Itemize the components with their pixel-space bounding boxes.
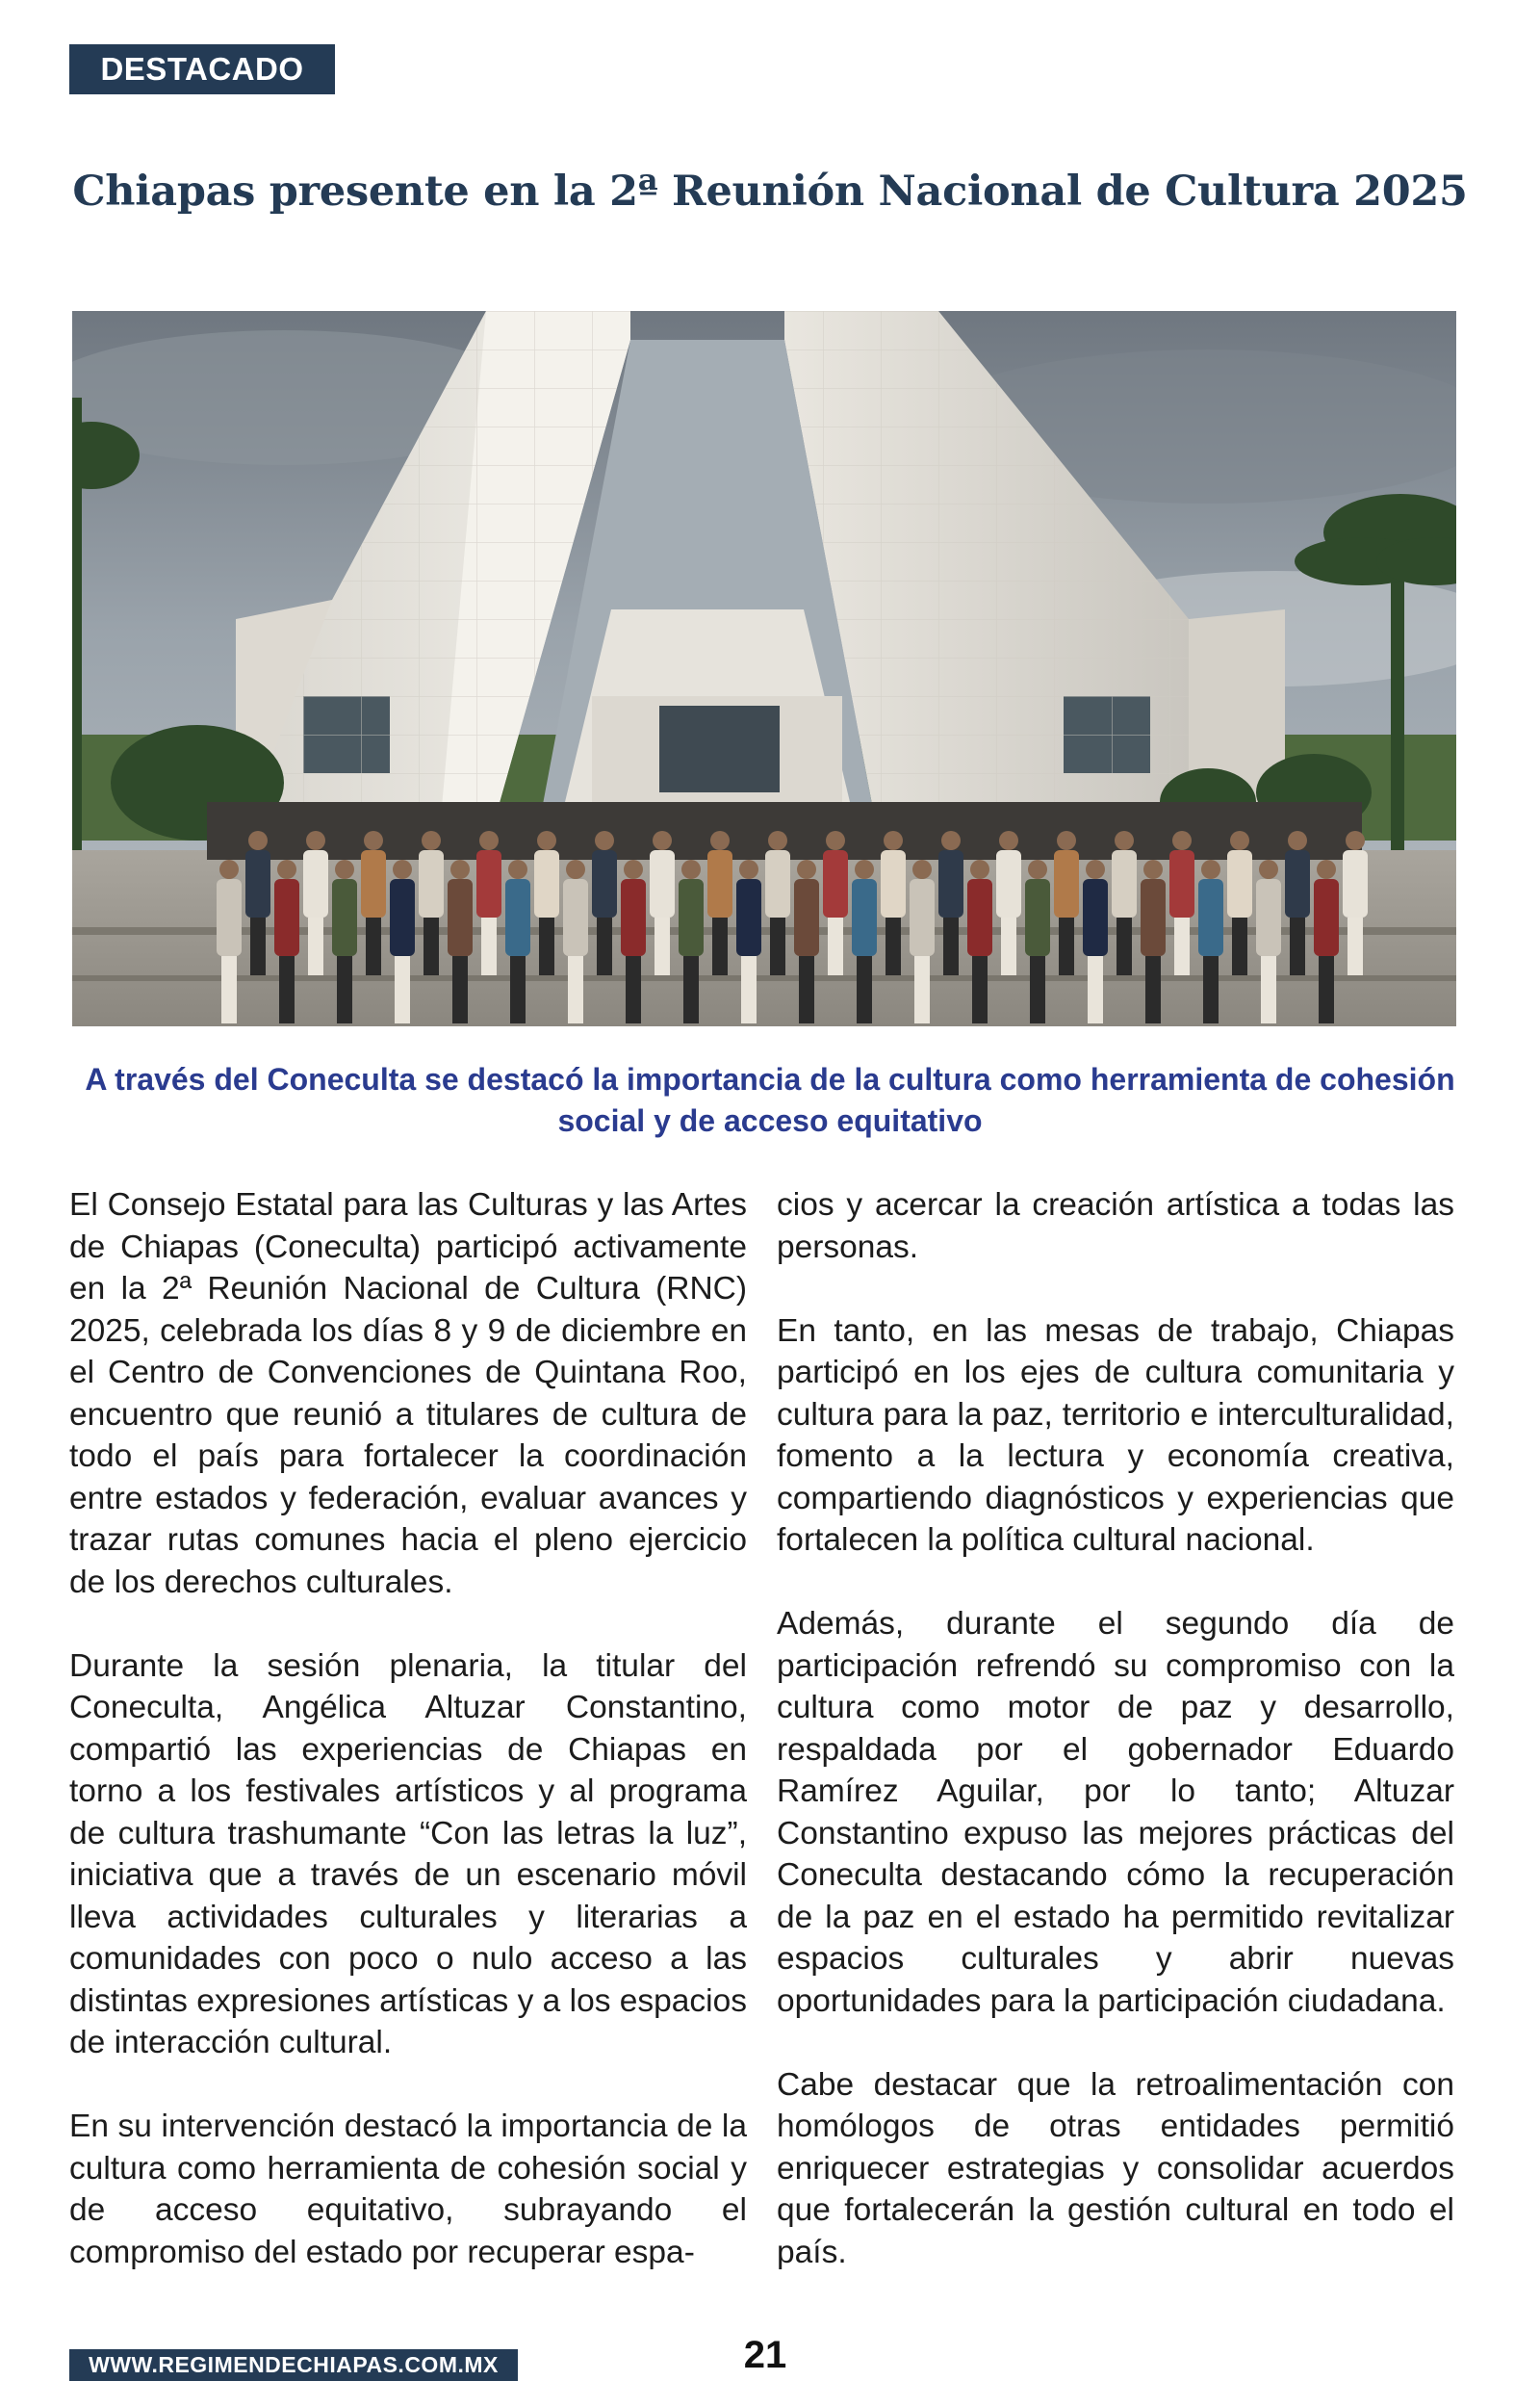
paragraph: Durante la sesión plenaria, la titular del Coneculta, Angélica Altuzar Constantino, compartió las experiencias de Chiapas en torno a los festivales artísticos y al programa de cultura trashumante “Con las letras la luz”, iniciativa que a través de un escenario móvil lleva actividades culturales y literarias a comunidades con poco o nulo acceso a las distintas expresiones artísticas y a los espacios de interacción cultural. — [69, 1647, 747, 2060]
paragraph: En su intervención destacó la importancia de la cultura como herramienta de cohesión social y de acceso equitativo, subrayando el compromiso del estado por recuperar espa- — [69, 2109, 747, 2270]
page-number: 21 — [743, 2334, 787, 2376]
body-column-right — [777, 1184, 1454, 2273]
headline: Chiapas presente en la 2ª Reunión Nacional de Cultura 2025 — [72, 168, 1468, 216]
subheadline: A través del Coneculta se destacó la importancia de la cultura como herramienta de cohesión social y de acceso equitativo — [85, 1062, 1455, 1138]
section-tag: DESTACADO — [69, 44, 335, 94]
paragraph: El Consejo Estatal para las Culturas y las Artes de Chiapas (Coneculta) participó activamente en la 2ª Reunión Nacional de Cultura (RNC) 2025, celebrada los días 8 y 9 de diciembre en el Centro de Convenciones de Quintana Roo, encuentro que reunió a titulares de cultura de todo el país para fortalecer la coordinación entre estados y federación, evaluar avances y trazar rutas comunes hacia el pleno ejercicio de los derechos culturales. — [69, 1187, 747, 1600]
paragraph: Además, durante el segundo día de participación refrendó su compromiso con la cultura como motor de paz y desarrollo, respaldada por el gobernador Eduardo Ramírez Aguilar, por lo tanto; Altuzar Constantino expuso las mejores prácticas del Coneculta destacando cómo la recuperación de la paz en el estado ha permitido revitalizar espacios culturales y abrir nuevas oportunidades para la participación ciudadana. — [777, 1606, 1454, 2019]
paragraph: cios y acercar la creación artística a todas las personas. — [777, 1187, 1454, 1265]
paragraph: En tanto, en las mesas de trabajo, Chiapas participó en los ejes de cultura comunitaria y cultura para la paz, territorio e interculturalidad, fomento a la lectura y economía creativa, compartiendo diagnósticos y experiencias que fortalecen la política cultural nacional. — [777, 1312, 1454, 1558]
paragraph: Cabe destacar que la retroalimentación con homólogos de otras entidades permitió enriquecer estrategias y consolidar acuerdos que fortalecerán la gestión cultural en todo el país. — [777, 2066, 1454, 2270]
body-column-left — [69, 1184, 747, 2273]
group-photo — [72, 311, 1456, 1026]
website-link[interactable]: WWW.REGIMENDECHIAPAS.COM.MX — [69, 2349, 518, 2381]
